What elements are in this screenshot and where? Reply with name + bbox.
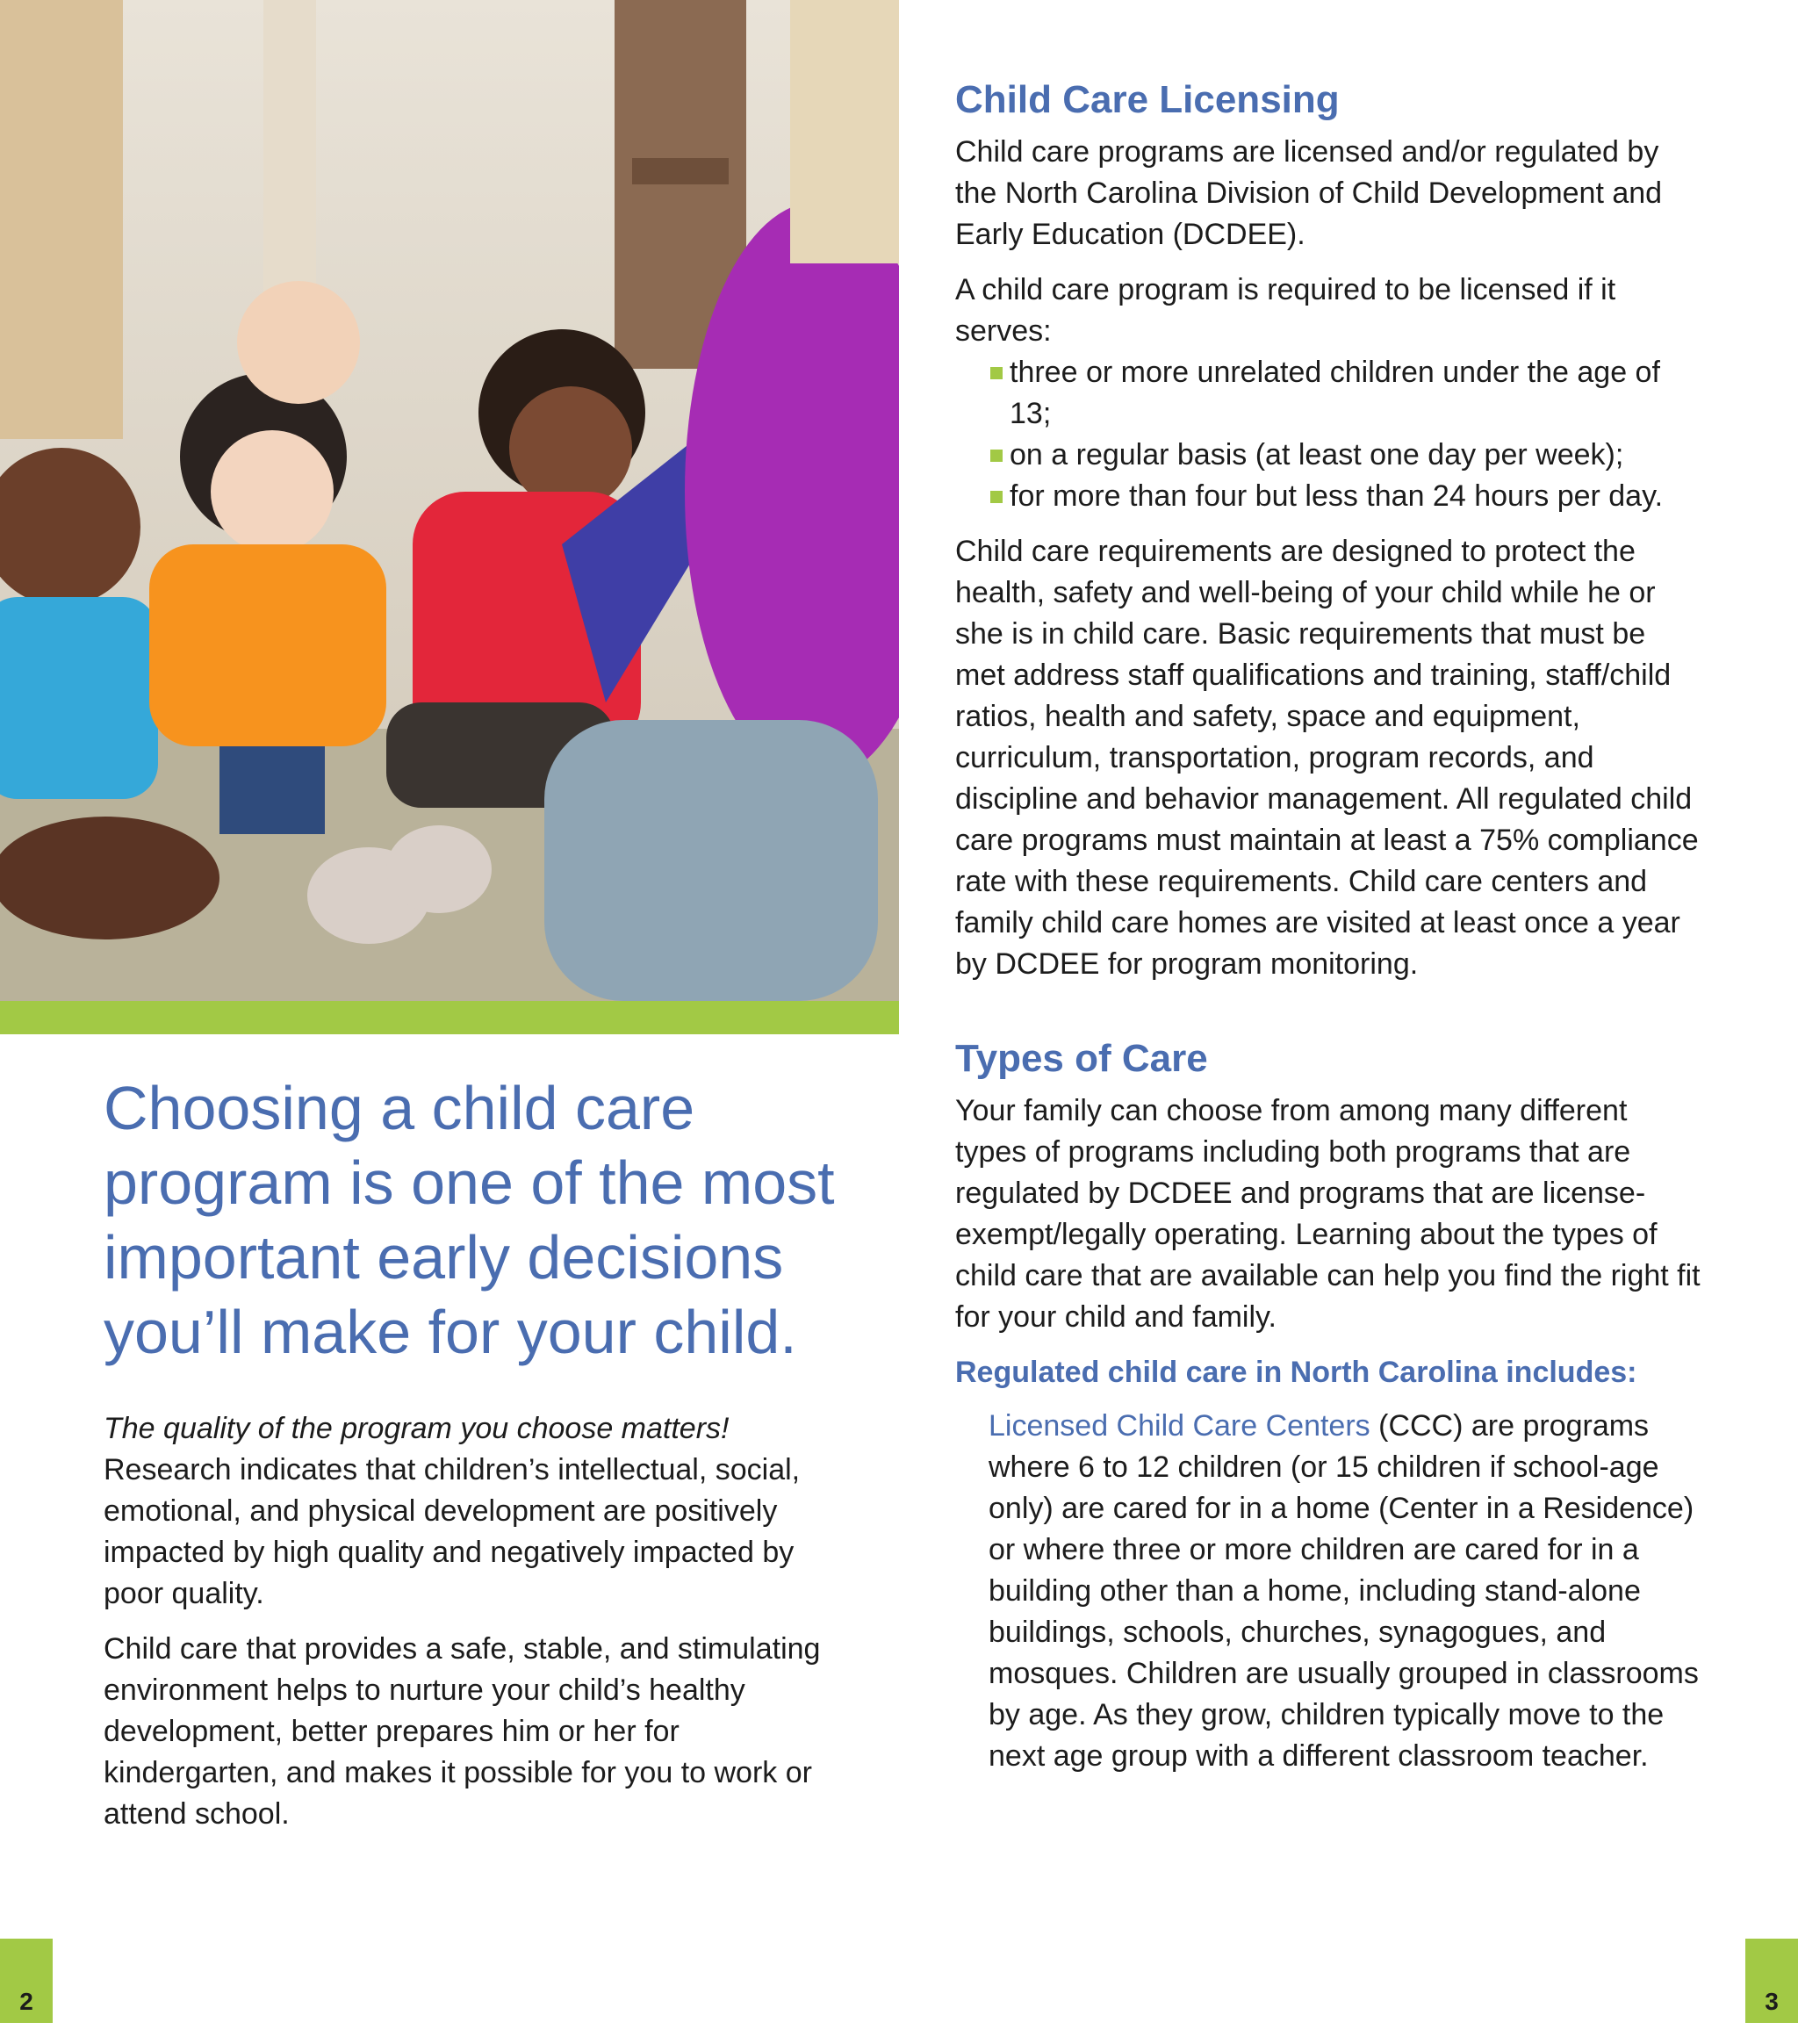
hero-photo-children-reading: [0, 0, 899, 1001]
list-item: three or more unrelated children under the age of 13;: [990, 352, 1701, 435]
types-paragraph: Your family can choose from among many different types of programs including both programs that are regulated by DCDEE and programs that are license-exempt/legally operating. Learning about the types of child care that are available can help you find the right fit for your child and family.: [955, 1094, 1701, 1334]
page-number-left: 2: [0, 1939, 53, 2023]
right-page-content: [955, 74, 1701, 1791]
intro-paragraph: [104, 1408, 859, 1615]
list-item: on a regular basis (at least one day per week);: [990, 435, 1701, 476]
green-square-bullet-icon: [990, 450, 1003, 462]
body-paragraph: Child care that provides a safe, stable, and stimulating environment helps to nurture your child’s healthy development, better prepares him or her for kindergarten, and makes it possible for you to work or attend school.: [104, 1632, 821, 1831]
licensing-paragraph-2: A child care program is required to be licensed if it serves:: [955, 273, 1616, 348]
intro-italic: The quality of the program you choose matters!: [104, 1412, 730, 1445]
intro-text: Research indicates that children’s intellectual, social, emotional, and physical development are positively impacted by high quality and negatively impacted by poor quality.: [104, 1453, 801, 1610]
page-number-right: 3: [1745, 1939, 1798, 2023]
section-title-licensing: Child Care Licensing: [955, 78, 1340, 121]
photo-accent-bar: [0, 1001, 899, 1034]
licensing-paragraph-1: Child care programs are licensed and/or regulated by the North Carolina Division of Child Development and Early Education (DCDEE).: [955, 135, 1663, 251]
regulated-care-subheading: Regulated child care in North Carolina includes:: [955, 1356, 1637, 1389]
list-item: for more than four but less than 24 hours per day.: [990, 476, 1701, 517]
left-page-content: [104, 1071, 859, 1849]
green-square-bullet-icon: [990, 367, 1003, 379]
licensing-criteria-list: [955, 352, 1701, 517]
ccc-term: Licensed Child Care Centers: [989, 1409, 1370, 1443]
ccc-text: (CCC) are programs where 6 to 12 children (or 15 children if school-age only) are cared for in a home (Center in a Residence) or where three or more children are cared for in a building other than a home, including stand-alone buildings, schools, churches, synagogues, and mosques. Children are usually grouped in classrooms by age. As they grow, children typically move to the next age group with a different classroom teacher.: [989, 1409, 1699, 1773]
licensing-paragraph-3: Child care requirements are designed to protect the health, safety and well-being of your child while he or she is in child care. Basic requirements that must be met address staff qualifications and training, staff/child ratios, health and safety, space and equipment, curriculum, transportation, program records, and discipline and behavior management. All regulated child care programs must maintain at least a 75% compliance rate with these requirements. Child care centers and family child care homes are visited at least once a year by DCDEE for program monitoring.: [955, 535, 1699, 981]
pull-quote-headline: Choosing a child care program is one of the most important early decisions you’ll make for your child.: [104, 1074, 835, 1366]
green-square-bullet-icon: [990, 491, 1003, 503]
section-title-types-of-care: Types of Care: [955, 1037, 1208, 1080]
ccc-paragraph: [955, 1406, 1701, 1777]
